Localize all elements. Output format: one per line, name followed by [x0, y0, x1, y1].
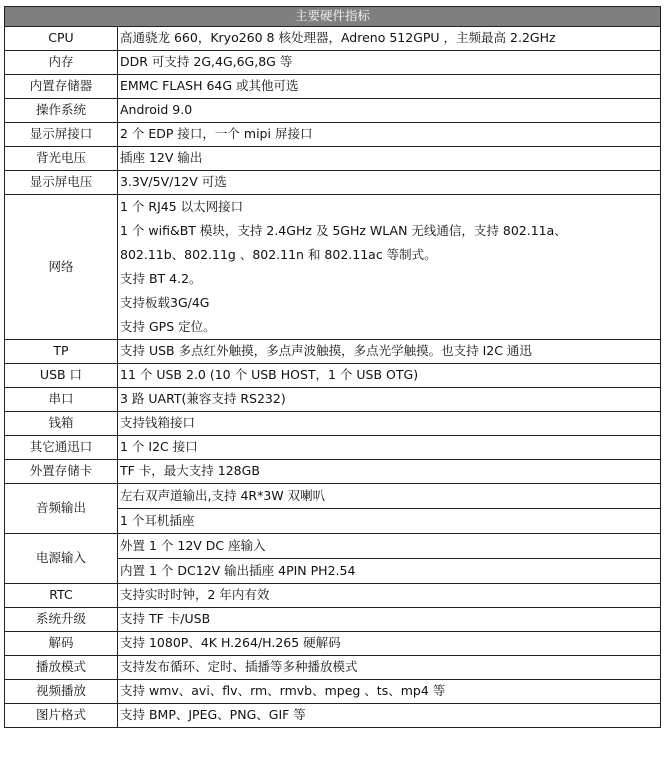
spec-value: 支持 1080P、4K H.264/H.265 硬解码 [118, 632, 661, 656]
spec-label: 串口 [5, 388, 118, 412]
spec-value: 支持 wmv、avi、flv、rm、rmvb、mpeg 、ts、mp4 等 [118, 680, 661, 704]
spec-value: 支持实时时钟，2 年内有效 [118, 584, 661, 608]
table-row [5, 656, 661, 680]
spec-value-line: 支持 GPS 定位。 [120, 319, 216, 334]
table-row [5, 123, 661, 147]
table-row [5, 436, 661, 460]
table-row [5, 680, 661, 704]
spec-label: 内置存储器 [5, 75, 118, 99]
spec-value: 高通骁龙 660，Kryo260 8 核处理器，Adreno 512GPU ，主频最高 2.2GHz [118, 27, 661, 51]
table-row [5, 704, 661, 728]
table-row [5, 412, 661, 436]
spec-value: Android 9.0 [118, 99, 661, 123]
table-row [5, 364, 661, 388]
spec-label: 其它通迅口 [5, 436, 118, 460]
spec-value: 内置 1 个 DC12V 输出插座 4PIN PH2.54 [118, 559, 661, 584]
spec-value-line: 1 个 RJ45 以太网接口 [120, 199, 244, 214]
table-row [5, 171, 661, 195]
spec-label: 播放模式 [5, 656, 118, 680]
spec-value: 3.3V/5V/12V 可选 [118, 171, 661, 195]
spec-label: 显示屏电压 [5, 171, 118, 195]
table-row [5, 27, 661, 51]
table-row [5, 632, 661, 656]
table-row [5, 584, 661, 608]
table-row [5, 388, 661, 412]
spec-label: CPU [5, 27, 118, 51]
spec-value: 插座 12V 输出 [118, 147, 661, 171]
spec-value: DDR 可支持 2G,4G,6G,8G 等 [118, 51, 661, 75]
spec-value: 1 个 I2C 接口 [118, 436, 661, 460]
spec-value: EMMC FLASH 64G 或其他可选 [118, 75, 661, 99]
spec-value [118, 195, 661, 340]
spec-label: 解码 [5, 632, 118, 656]
table-row [5, 99, 661, 123]
spec-label: RTC [5, 584, 118, 608]
spec-value: 支持 BMP、JPEG、PNG、GIF 等 [118, 704, 661, 728]
hardware-spec-table [4, 6, 661, 728]
table-row [5, 195, 661, 340]
spec-value: 支持钱箱接口 [118, 412, 661, 436]
table-title: 主要硬件指标 [5, 7, 661, 27]
spec-label: 视频播放 [5, 680, 118, 704]
spec-value: 支持 TF 卡/USB [118, 608, 661, 632]
spec-label: 背光电压 [5, 147, 118, 171]
table-row [5, 340, 661, 364]
spec-label: 音频输出 [5, 484, 118, 534]
spec-value-line: 支持板载3G/4G [120, 295, 210, 310]
table-body [5, 27, 661, 728]
spec-value: 支持 USB 多点红外触摸，多点声波触摸，多点光学触摸。也支持 I2C 通迅 [118, 340, 661, 364]
spec-label: 钱箱 [5, 412, 118, 436]
spec-label: 系统升级 [5, 608, 118, 632]
table-row [5, 147, 661, 171]
spec-label: 图片格式 [5, 704, 118, 728]
spec-value: 外置 1 个 12V DC 座输入 [118, 534, 661, 559]
spec-value: 支持发布循环、定时、插播等多种播放模式 [118, 656, 661, 680]
spec-label: 内存 [5, 51, 118, 75]
table-row [5, 534, 661, 559]
spec-label: USB 口 [5, 364, 118, 388]
spec-value: 左右双声道输出,支持 4R*3W 双喇叭 [118, 484, 661, 509]
spec-value: 11 个 USB 2.0 (10 个 USB HOST，1 个 USB OTG) [118, 364, 661, 388]
spec-value: 3 路 UART(兼容支持 RS232) [118, 388, 661, 412]
spec-value: 1 个耳机插座 [118, 509, 661, 534]
spec-value-line: 802.11b、802.11g 、802.11n 和 802.11ac 等制式。 [120, 247, 437, 262]
spec-value-line: 1 个 wifi&BT 模块，支持 2.4GHz 及 5GHz WLAN 无线通信，支持 802.11a、 [120, 223, 567, 238]
spec-value-line: 支持 BT 4.2。 [120, 271, 202, 286]
spec-label: 显示屏接口 [5, 123, 118, 147]
table-row [5, 460, 661, 484]
spec-value: TF 卡，最大支持 128GB [118, 460, 661, 484]
spec-value: 2 个 EDP 接口，一个 mipi 屏接口 [118, 123, 661, 147]
spec-label: 外置存储卡 [5, 460, 118, 484]
table-row [5, 608, 661, 632]
spec-label: TP [5, 340, 118, 364]
table-row [5, 51, 661, 75]
table-row [5, 484, 661, 509]
spec-label: 操作系统 [5, 99, 118, 123]
spec-label: 电源输入 [5, 534, 118, 584]
spec-label: 网络 [5, 195, 118, 340]
table-row [5, 75, 661, 99]
